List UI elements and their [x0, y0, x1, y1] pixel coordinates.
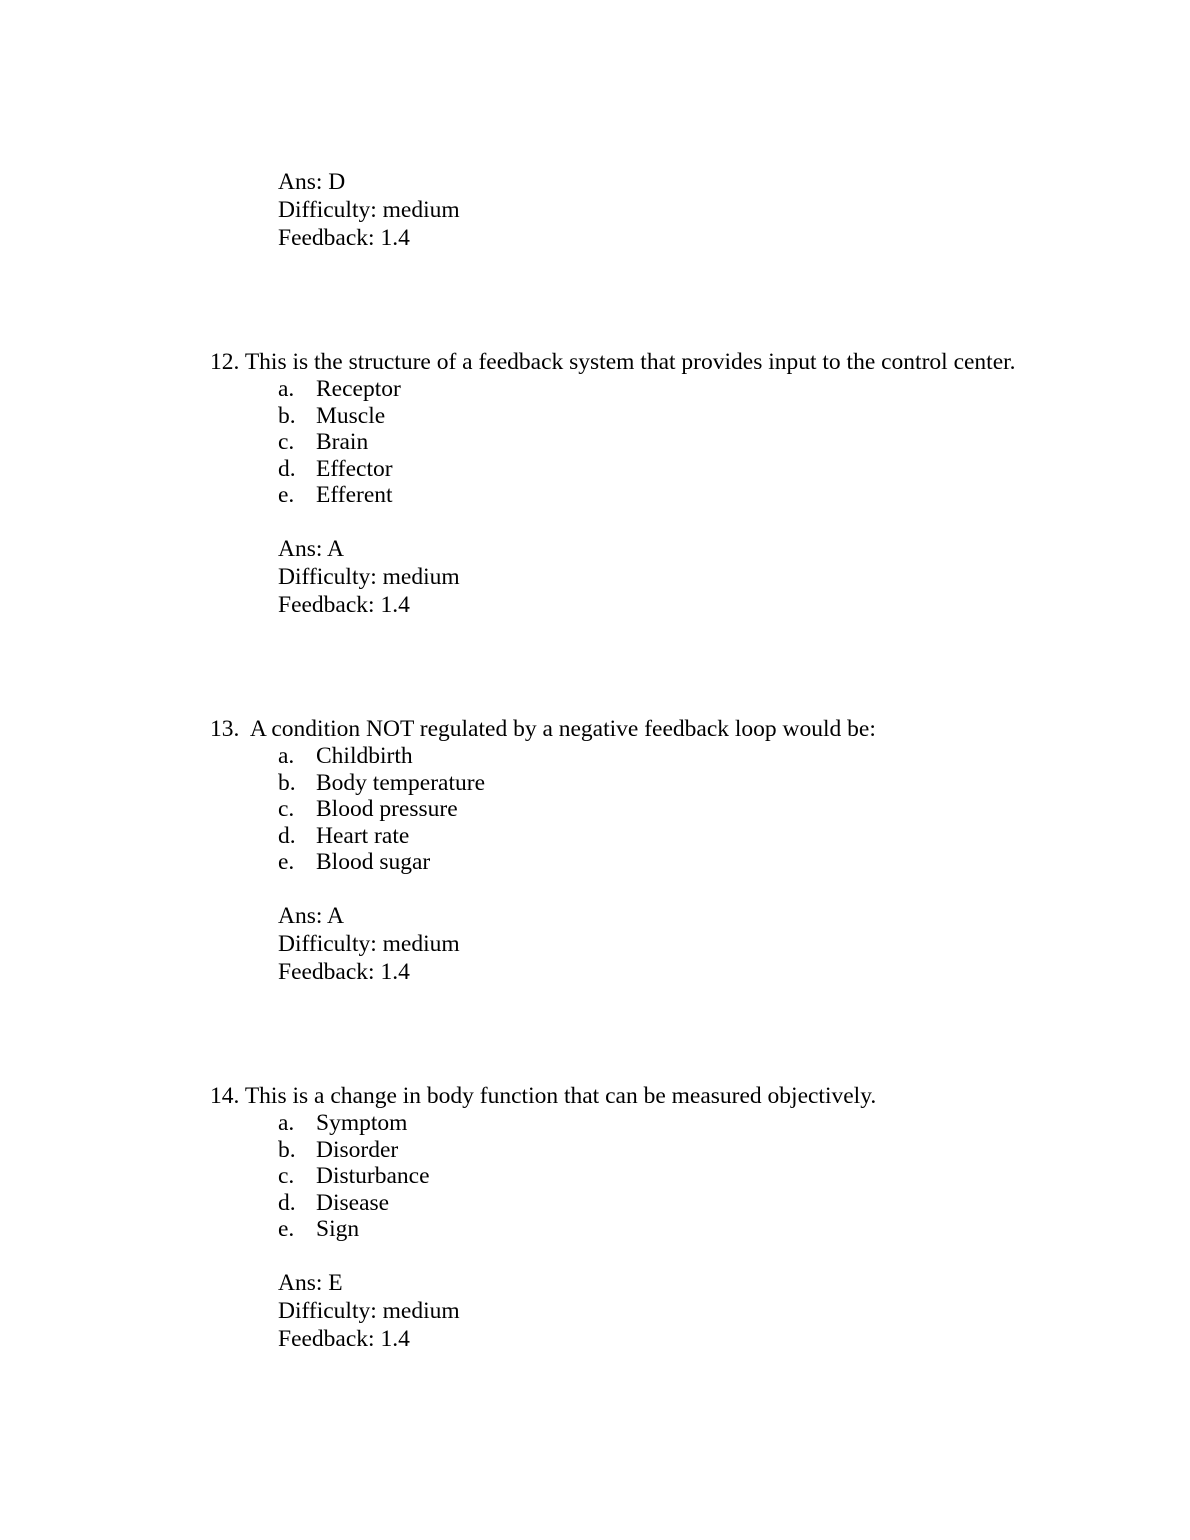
question-stem: [210, 348, 1070, 376]
question-stem: [210, 715, 1070, 743]
question-item: [210, 1082, 1070, 1353]
choice-item[interactable]: [278, 429, 1070, 456]
choice-marker: a.: [278, 376, 295, 402]
choice-item[interactable]: [278, 743, 1070, 770]
choice-marker: e.: [278, 849, 295, 876]
choice-marker: e.: [278, 482, 295, 509]
choice-label: Sign: [316, 1216, 360, 1243]
spacer: [210, 509, 1070, 535]
choice-label: Symptom: [316, 1109, 408, 1136]
choice-label: Disorder: [316, 1136, 399, 1163]
choice-marker: c.: [278, 429, 295, 456]
question-text: This is the structure of a feedback system that provides input to the control center.: [244, 349, 1016, 375]
choice-label: Blood sugar: [316, 849, 431, 876]
feedback-line: Feedback: 1.4: [278, 958, 410, 985]
choice-item[interactable]: [278, 1190, 1070, 1217]
answer-key-line: Ans: D: [278, 169, 346, 195]
choice-marker: e.: [278, 1216, 295, 1243]
choice-marker: a.: [278, 1109, 295, 1136]
choice-item[interactable]: [278, 1163, 1070, 1190]
difficulty-line: Difficulty: medium: [278, 197, 460, 223]
choice-list: [210, 1110, 1070, 1243]
choice-label: Blood pressure: [316, 796, 458, 823]
choice-list: [210, 376, 1070, 509]
choice-label: Body temperature: [316, 769, 486, 796]
choice-item[interactable]: [278, 796, 1070, 823]
choice-item[interactable]: [278, 482, 1070, 509]
spacer: [210, 619, 1070, 715]
answer-key-line: Ans: A: [278, 535, 344, 562]
choice-label: Brain: [316, 429, 369, 456]
choice-label: Disturbance: [316, 1163, 430, 1190]
choice-list: [210, 743, 1070, 876]
choice-label: Disease: [316, 1189, 390, 1216]
choice-marker: d.: [278, 1189, 296, 1216]
choice-item[interactable]: [278, 403, 1070, 430]
question-item: [210, 348, 1070, 619]
difficulty-line: Difficulty: medium: [278, 563, 460, 590]
feedback-line: Feedback: 1.4: [278, 225, 410, 251]
difficulty-line: Difficulty: medium: [278, 930, 460, 957]
difficulty-line: Difficulty: medium: [278, 1297, 460, 1324]
choice-marker: c.: [278, 796, 295, 823]
spacer: [210, 986, 1070, 1082]
choice-marker: b.: [278, 769, 296, 796]
question-text: This is a change in body function that can be measured objectively.: [244, 1082, 877, 1109]
answer-block: [210, 1269, 1070, 1353]
answer-key-line: Ans: E: [278, 1269, 343, 1296]
choice-marker: b.: [278, 402, 296, 429]
choice-item[interactable]: [278, 456, 1070, 483]
answer-block-carryover: [210, 168, 1070, 252]
question-stem: [210, 1082, 1070, 1110]
question-number: 14.: [210, 1082, 240, 1109]
answer-block: [210, 535, 1070, 619]
spacer: [210, 1243, 1070, 1269]
choice-marker: b.: [278, 1136, 296, 1163]
spacer: [210, 876, 1070, 902]
question-number: 12.: [210, 349, 240, 375]
choice-label: Muscle: [316, 402, 386, 429]
choice-label: Effector: [316, 455, 393, 482]
choice-item[interactable]: [278, 1216, 1070, 1243]
choice-marker: c.: [278, 1163, 295, 1190]
choice-marker: a.: [278, 742, 295, 769]
choice-label: Efferent: [316, 482, 393, 509]
spacer: [210, 252, 1070, 348]
choice-item[interactable]: [278, 1137, 1070, 1164]
feedback-line: Feedback: 1.4: [278, 591, 410, 618]
choice-marker: d.: [278, 822, 296, 849]
choice-item[interactable]: [278, 823, 1070, 850]
choice-item[interactable]: [278, 770, 1070, 797]
choice-marker: d.: [278, 455, 296, 482]
question-item: [210, 715, 1070, 986]
question-text: A condition NOT regulated by a negative feedback loop would be:: [245, 715, 876, 742]
question-number: 13.: [210, 715, 240, 742]
choice-item[interactable]: [278, 1110, 1070, 1137]
answer-block: [210, 902, 1070, 986]
choice-label: Receptor: [316, 376, 401, 402]
choice-label: Childbirth: [316, 742, 413, 769]
choice-label: Heart rate: [316, 822, 410, 849]
answer-key-line: Ans: A: [278, 902, 344, 929]
feedback-line: Feedback: 1.4: [278, 1325, 410, 1352]
choice-item[interactable]: [278, 376, 1070, 403]
choice-item[interactable]: [278, 849, 1070, 876]
